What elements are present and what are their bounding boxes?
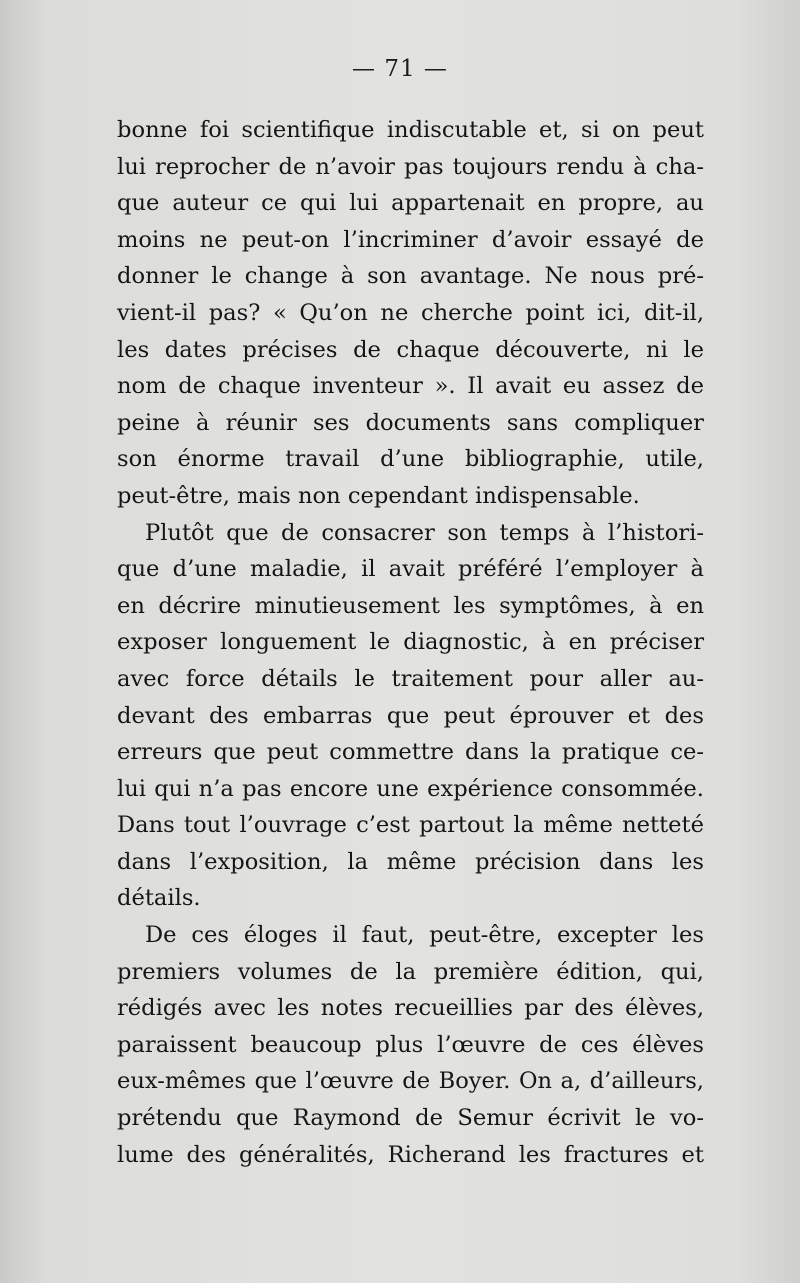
text-line: moins ne peut-on l’incriminer d’avoir essayé de [117, 226, 704, 253]
text-line: lume des généralités, Richerand les fractures et [117, 1141, 704, 1168]
text-line: erreurs que peut commettre dans la pratique ce- [117, 739, 704, 766]
text-line: eux-mêmes que l’œuvre de Boyer. On a, d’ailleurs, [117, 1068, 704, 1095]
text-line: bonne foi scientifique indiscutable et, si on peut [117, 117, 704, 143]
text-line: son énorme travail d’une bibliographie, utile, [117, 446, 704, 473]
text-line: vient-il pas? « Qu’on ne cherche point ici, dit-il, [117, 299, 704, 326]
text-line: peut-être, mais non cependant indispensable. [117, 482, 640, 509]
body-text [117, 112, 704, 1173]
text-line: détails. [117, 885, 201, 912]
text-line: donner le change à son avantage. Ne nous pré- [117, 263, 704, 290]
page-number: — 71 — [352, 56, 448, 82]
text-line: devant des embarras que peut éprouver et des [117, 702, 704, 729]
text-line: premiers volumes de la première édition, qui, [117, 958, 704, 985]
text-line: lui qui n’a pas encore une expérience consommée. [117, 775, 704, 802]
text-line: avec force détails le traitement pour aller au- [117, 665, 704, 692]
text-line: nom de chaque inventeur ». Il avait eu assez de [117, 373, 704, 400]
text-line: que auteur ce qui lui appartenait en propre, au [117, 190, 704, 217]
text-line: les dates précises de chaque découverte, ni le [117, 336, 704, 363]
text-line: Dans tout l’ouvrage c’est partout la même netteté [117, 812, 704, 839]
text-line: en décrire minutieusement les symptômes, à en [117, 592, 704, 619]
text-line: De ces éloges il faut, peut-être, excepter les [145, 922, 704, 949]
text-line: dans l’exposition, la même précision dans les [117, 848, 704, 875]
text-line: paraissent beaucoup plus l’œuvre de ces élèves [117, 1031, 704, 1058]
text-line: exposer longuement le diagnostic, à en préciser [117, 629, 704, 656]
text-line: peine à réunir ses documents sans compliquer [117, 409, 704, 436]
text-line: prétendu que Raymond de Semur écrivit le vo- [117, 1105, 704, 1132]
text-line: que d’une maladie, il avait préféré l’employer à [117, 556, 704, 583]
text-line: Plutôt que de consacrer son temps à l’histori- [145, 519, 704, 546]
text-line: rédigés avec les notes recueillies par des élèves, [117, 995, 704, 1022]
text-line: lui reprocher de n’avoir pas toujours rendu à cha- [117, 153, 704, 180]
